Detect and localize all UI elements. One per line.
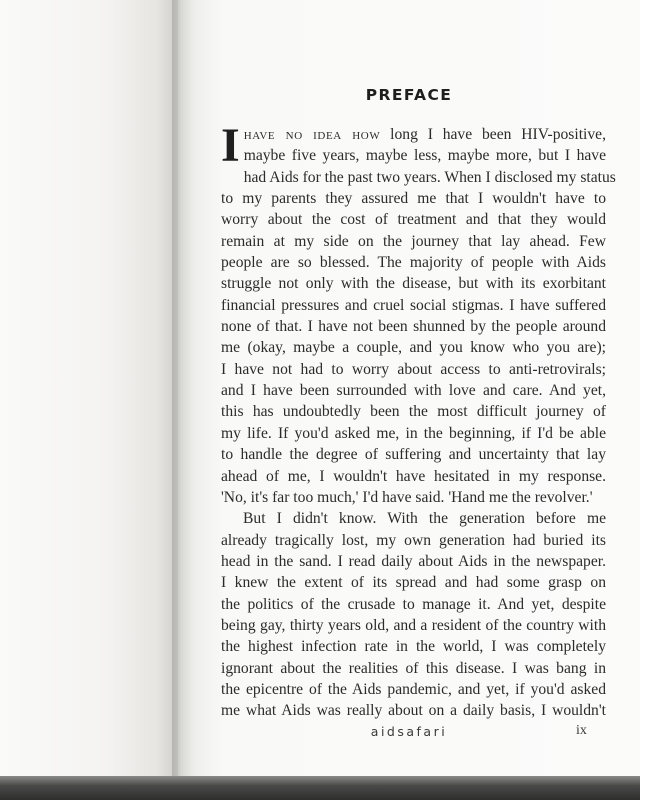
left-page-edge <box>0 0 178 778</box>
text-line: 'No, it's far too much,' I'd have said. 'Hand me the revolver.' <box>221 488 593 506</box>
page-number: ix <box>576 723 587 738</box>
running-footer-title: aidsafari <box>370 724 448 739</box>
text-line: ignorant about the realities of this disease. I was bang in <box>221 659 606 677</box>
text-line: But I didn't know. With the generation before me <box>243 510 606 528</box>
book-gutter-shadow <box>172 0 192 778</box>
drop-cap: I <box>221 119 240 172</box>
text-line: the politics of the crusade to manage it. And yet, despite <box>221 595 606 613</box>
text-line: this has undoubtedly been the most difficult journey of <box>221 403 606 421</box>
text-line: being gay, thirty years old, and a resident of the country with <box>221 616 606 634</box>
text-line: already tragically lost, my own generation had buried its <box>221 531 606 549</box>
text-line: had Aids for the past two years. When I disclosed my status <box>243 168 616 186</box>
text-line: ahead of me, I wouldn't have hesitated in my response. <box>221 467 606 485</box>
text-line: the epicentre of the Aids pandemic, and yet, if you'd asked <box>221 680 606 698</box>
text-line: maybe five years, maybe less, maybe more, but I have <box>243 147 606 165</box>
text-line: my life. If you'd asked me, in the beginning, if I'd be able <box>221 424 606 442</box>
text-line: head in the sand. I read daily about Aids in the newspaper. <box>221 552 606 570</box>
preface-text <box>221 119 616 722</box>
text-line: people are so blessed. The majority of people with Aids <box>221 254 606 272</box>
scan-bottom-shadow <box>0 776 640 800</box>
text-line: me (okay, maybe a couple, and you know who you are); <box>221 339 606 357</box>
text-line: I knew the extent of its spread and had some grasp on <box>221 574 606 592</box>
text-line: and I have been surrounded with love and care. And yet, <box>221 382 606 400</box>
text-line: have no idea how long I have been HIV-positive, <box>243 126 606 143</box>
text-line: none of that. I have not been shunned by the people around <box>221 318 606 336</box>
opening-small-caps: have no idea how <box>243 126 381 143</box>
text-line: the highest infection rate in the world, I was completely <box>221 638 606 656</box>
text-line: I have not had to worry about access to anti-retrovirals; <box>221 360 606 378</box>
scan-margin <box>640 0 668 800</box>
text-line: struggle not only with the disease, but with its exorbitant <box>221 275 606 293</box>
chapter-title: PREFACE <box>365 86 453 104</box>
text-line: to handle the degree of suffering and uncertainty that lay <box>221 446 606 464</box>
text-line: financial pressures and cruel social stigmas. I have suffered <box>221 296 606 314</box>
text-line: me what Aids was really about on a daily basis, I wouldn't <box>221 702 606 720</box>
text-line: worry about the cost of treatment and that they would <box>221 211 606 229</box>
text-line: remain at my side on the journey that lay ahead. Few <box>221 232 606 250</box>
text-line: to my parents they assured me that I wouldn't have to <box>221 190 606 208</box>
